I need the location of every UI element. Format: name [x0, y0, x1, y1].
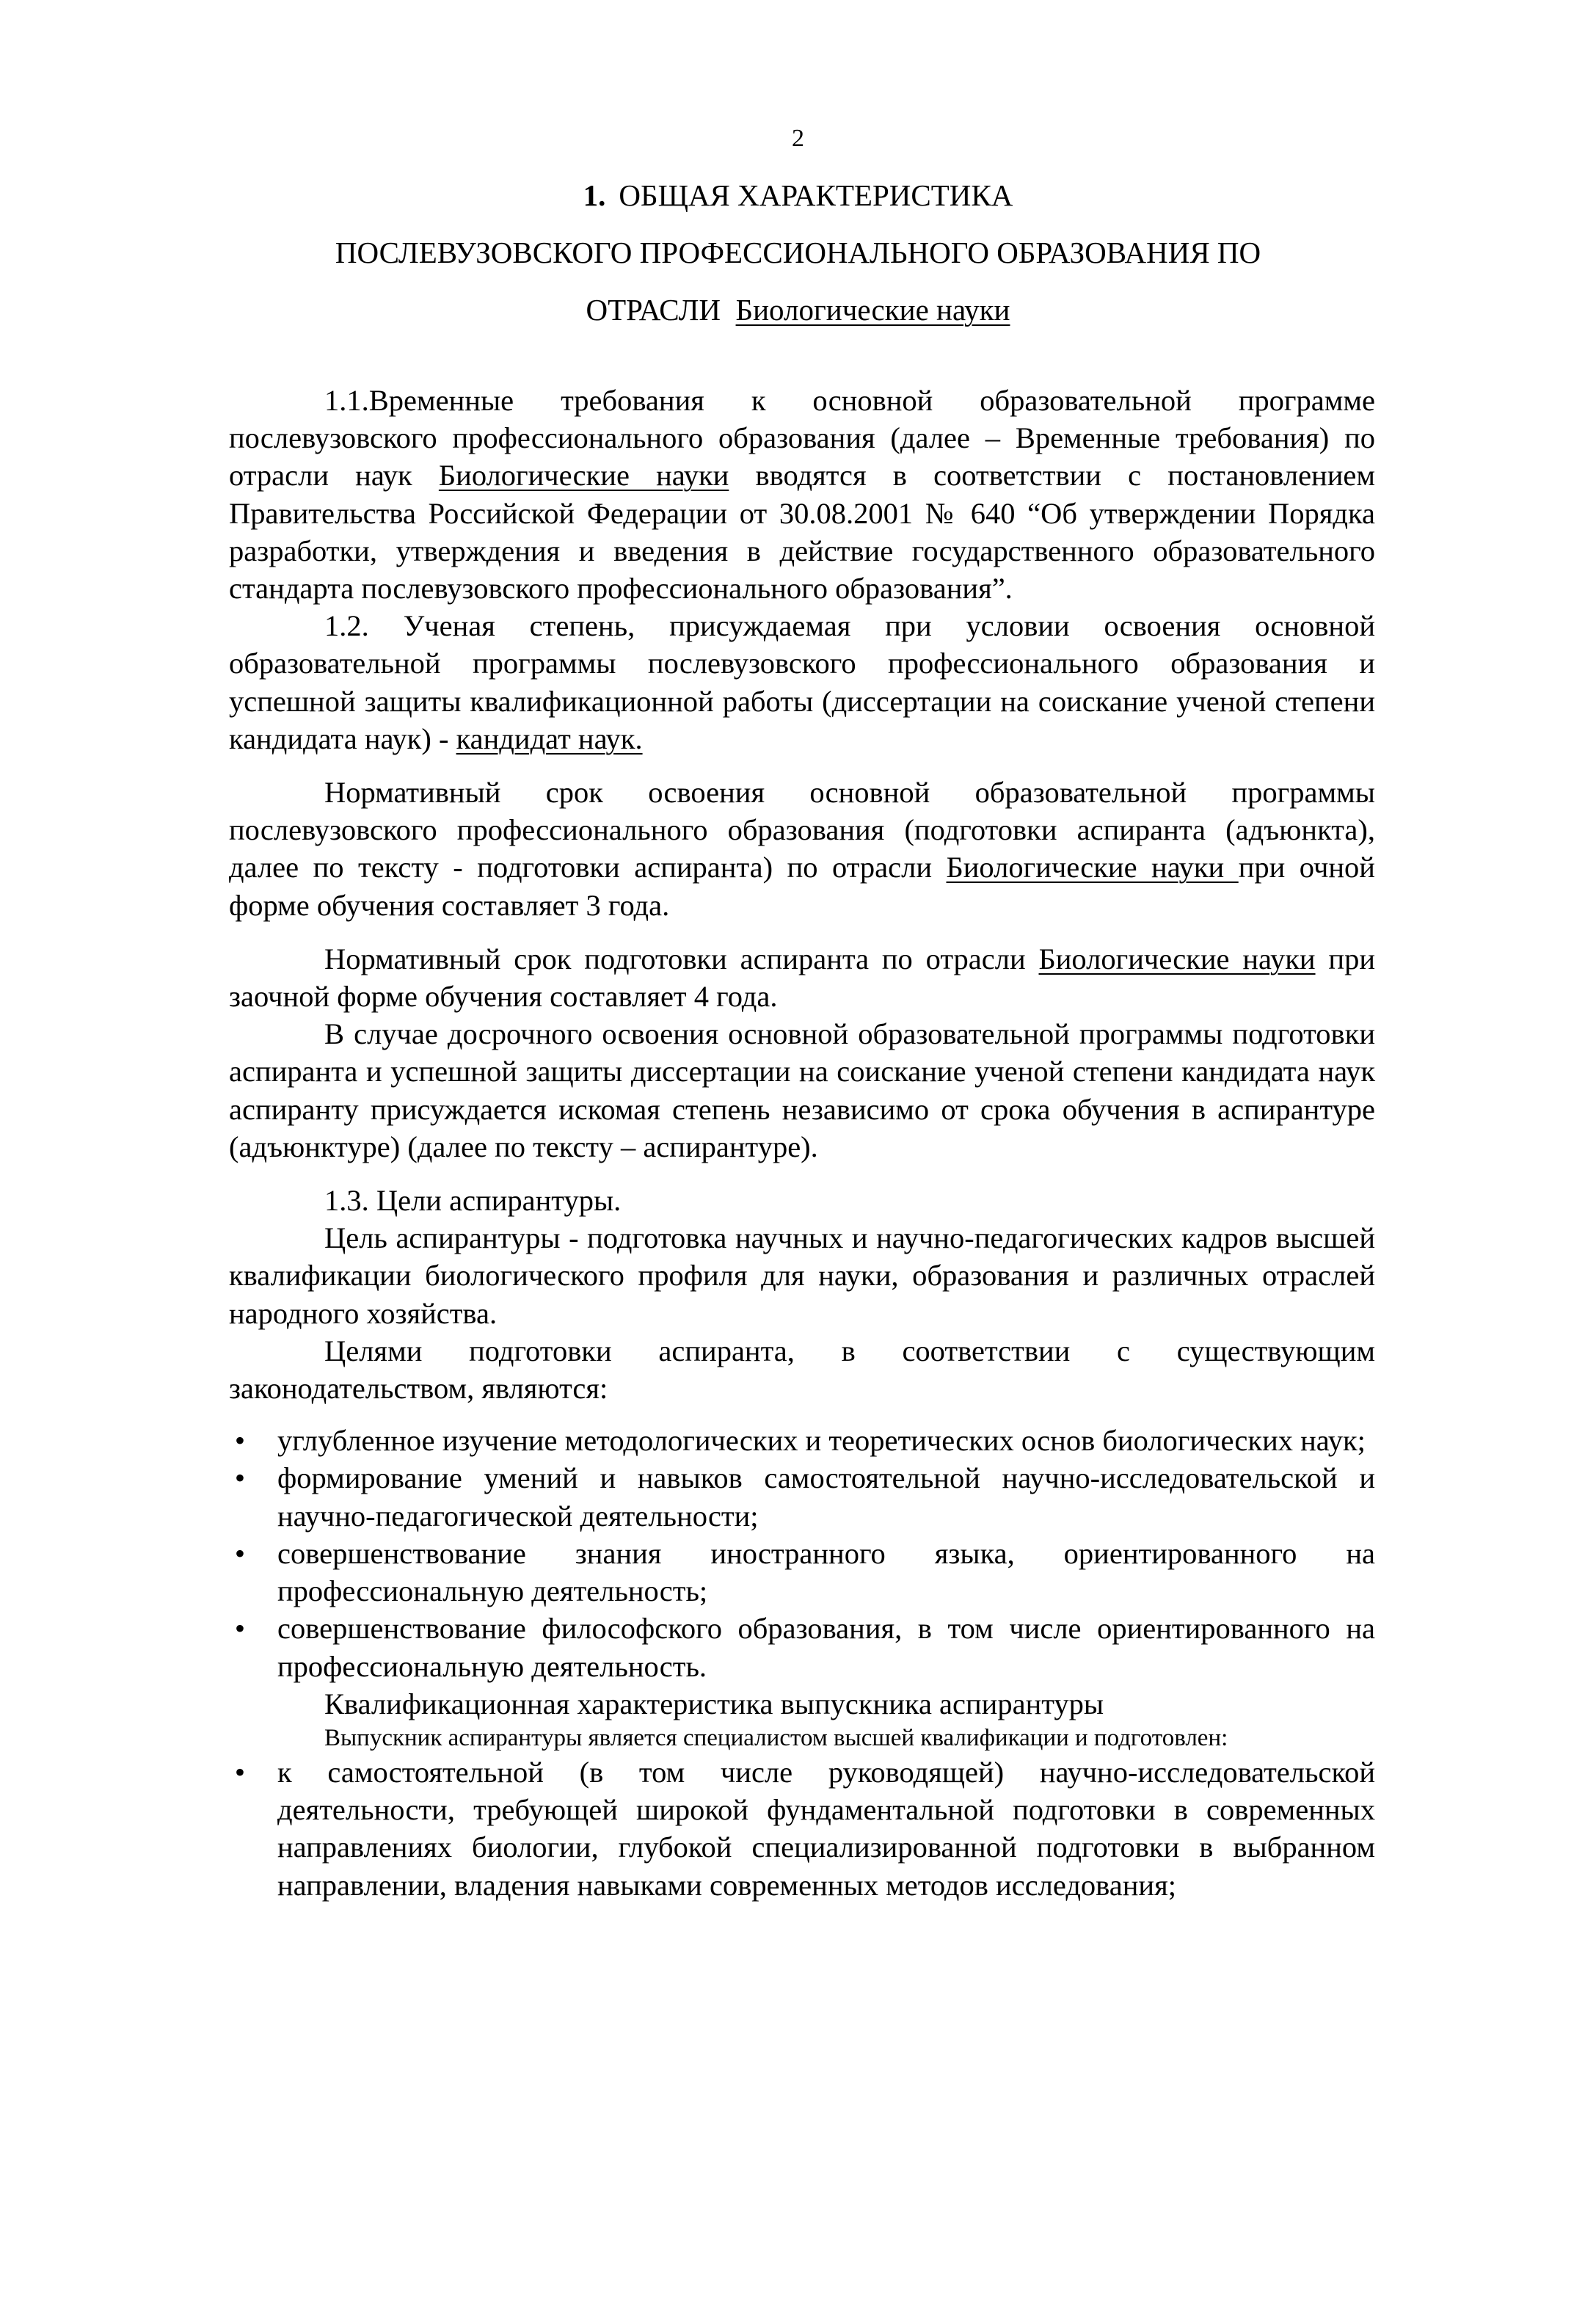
document-body: [229, 382, 1375, 1904]
qualification-intro: Выпускник аспирантуры является специалистом высшей квалификации и подготовлен:: [324, 1724, 1228, 1751]
section-title-field: Биологические науки: [735, 293, 1010, 327]
section-heading-line2: ПОСЛЕВУЗОВСКОГО ПРОФЕССИОНАЛЬНОГО ОБРАЗОВАНИЯ ПО: [335, 236, 1261, 269]
field-name: Биологические науки: [438, 459, 729, 492]
list-item: • углубленное изучение методологических и теоретических основ биологических наук;: [229, 1422, 1375, 1459]
qualification-list: [229, 1753, 1375, 1904]
section-heading-line3: [0, 292, 1596, 327]
field-name: Биологические науки: [1038, 942, 1316, 975]
paragraph-goal: Цель аспирантуры - подготовка научных и научно-педагогических кадров высшей квалификации биологического профиля для науки, образования и различных отраслей народного хозяйства.: [229, 1221, 1375, 1330]
paragraph-normative-term-parttime: Нормативный срок подготовки аспиранта по отрасли Биологические науки при заочной форме обучения составляет 4 года.: [229, 942, 1375, 1014]
bullet-icon: •: [234, 1755, 246, 1789]
list-item: • формирование умений и навыков самостоятельной научно-исследовательской и научно-педагогической деятельности;: [229, 1459, 1375, 1534]
section-number: 1.: [583, 178, 606, 212]
paragraph-1-3: 1.3. Цели аспирантуры.: [324, 1184, 622, 1218]
list-item: • совершенствование философского образования, в том числе ориентированного на профессиональную деятельность.: [229, 1610, 1375, 1684]
qualification-title: Квалификационная характеристика выпускника аспирантуры: [324, 1687, 1104, 1720]
paragraph-1-1: 1.1.Временные требования к основной образовательной программе послевузовского профессионального образования (далее – Временные требования) по отрасли наук Биологические науки вводятся в соответствии с постановлением Правительства Российской Федерации от 30.08.2001 № 640 “Об утверждении Порядка разработки, утверждения и введения в действие государственного образовательного стандарта послевузовского профессионального образования”.: [229, 384, 1375, 606]
field-name: Биологические науки: [946, 851, 1239, 884]
page-number: 2: [792, 125, 804, 152]
paragraph-goals-intro: Целями подготовки аспиранта, в соответствии с существующим законодательством, являются:: [229, 1334, 1375, 1406]
section-title-prefix: ОТРАСЛИ: [586, 293, 721, 327]
paragraph-normative-term-fulltime: Нормативный срок освоения основной образовательной программы послевузовского профессионального образования (подготовки аспиранта (адъюнкта), далее по тексту - подготовки аспиранта) по отрасли Биологические науки при очной форме обучения составляет 3 года.: [229, 776, 1375, 922]
bullet-icon: •: [234, 1461, 246, 1495]
paragraph-1-2: 1.2. Ученая степень, присуждаемая при условии освоения основной образовательной программы послевузовского профессионального образования и успешной защиты квалификационной работы (диссертации на соискание ученой степени кандидата наук) - кандидат наук.: [229, 609, 1375, 755]
goals-list: [229, 1422, 1375, 1684]
degree-name: кандидат наук.: [456, 721, 643, 755]
bullet-icon: •: [234, 1612, 246, 1646]
section-title-line1: ОБЩАЯ ХАРАКТЕРИСТИКА: [619, 178, 1013, 212]
bullet-icon: •: [234, 1424, 246, 1458]
paragraph-early-completion: В случае досрочного освоения основной образовательной программы подготовки аспиранта и успешной защиты диссертации на соискание ученой степени кандидата наук аспиранту присуждается искомая степень независимо от срока обучения в аспирантуре (адъюнктуре) (далее по тексту – аспирантуре).: [229, 1017, 1375, 1163]
list-item: • совершенствование знания иностранного языка, ориентированного на профессиональную деятельность;: [229, 1535, 1375, 1610]
section-heading-line1: [0, 178, 1596, 213]
list-item: • к самостоятельной (в том числе руководящей) научно-исследовательской деятельности, требующей широкой фундаментальной подготовки в современных направлениях биологии, глубокой специализированной подготовки в выбранном направлении, владения навыками современных методов исследования;: [229, 1753, 1375, 1904]
bullet-icon: •: [234, 1536, 246, 1570]
